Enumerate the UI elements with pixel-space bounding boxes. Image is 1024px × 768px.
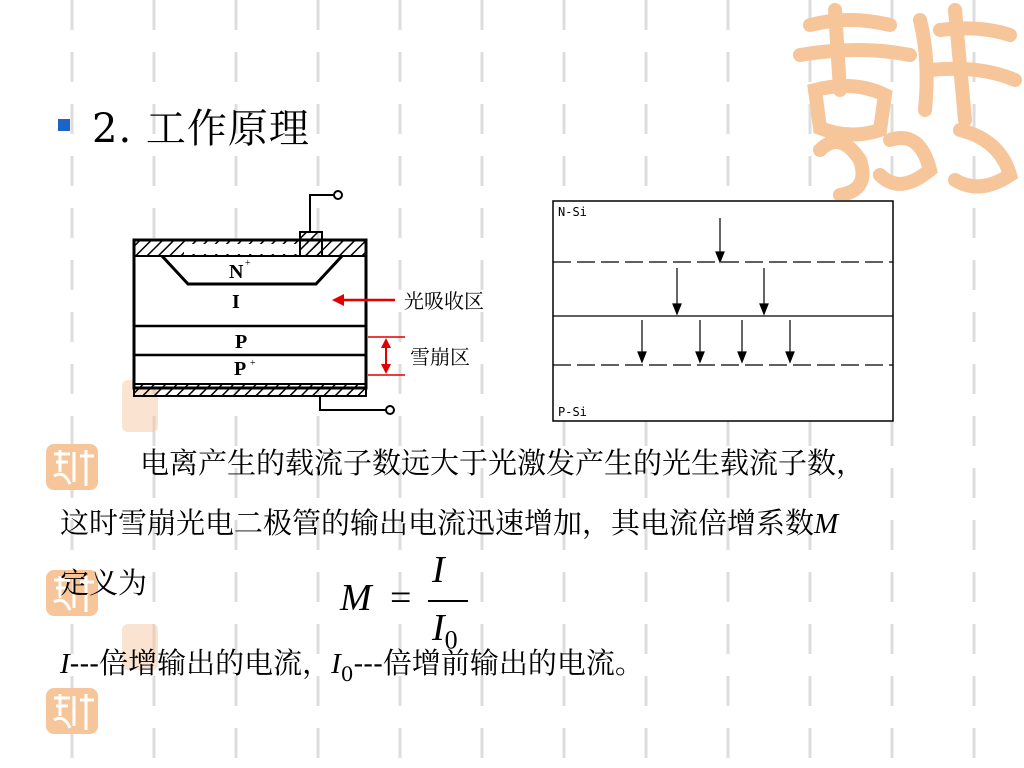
p-si-label: P-Si (558, 405, 587, 419)
variable-i0: I (331, 648, 341, 680)
paragraph-line-4: I---倍增输出的电流，$I_0---$倍增前输出的电流。 (60, 646, 644, 686)
layer-i-label: I (232, 291, 240, 313)
variable-m: M (814, 508, 839, 540)
fraction-bar (428, 600, 468, 602)
slide-heading (58, 100, 310, 150)
formula-numerator: I (432, 549, 445, 591)
variable-i: I (60, 648, 70, 680)
calligraphy-logo (780, 0, 1024, 200)
heading-text: 2. 工作原理 (92, 105, 310, 152)
paragraph-line-2: 这时雪崩光电二极管的输出电流迅速增加，其电流倍增系数M (60, 506, 839, 540)
apd-structure-diagram (120, 180, 520, 420)
n-si-label: N-Si (558, 205, 587, 219)
seal-icon (44, 686, 100, 736)
formula-equals: = (390, 577, 412, 619)
layer-pplus-label: P (234, 358, 247, 380)
bullet-square-icon (58, 119, 70, 131)
layer-p-label: P (235, 331, 248, 353)
avalanche-multiplication-diagram (550, 198, 896, 424)
paragraph-line-1: 电离产生的载流子数远大于光激发产生的光生载流子数， (140, 446, 866, 480)
avalanche-region-label: 雪崩区 (410, 345, 470, 369)
layer-n-superscript: + (245, 258, 251, 269)
layer-pplus-superscript: + (250, 358, 256, 369)
multiplication-factor-formula (340, 548, 490, 658)
paragraph-line-3: 定义为 (60, 566, 148, 600)
formula-lhs: M (340, 577, 372, 619)
formula-denominator: $I_0$ (432, 607, 458, 655)
seal-icon (44, 442, 100, 492)
layer-n-label: N (229, 261, 244, 283)
absorption-region-label: 光吸收区 (404, 289, 484, 313)
